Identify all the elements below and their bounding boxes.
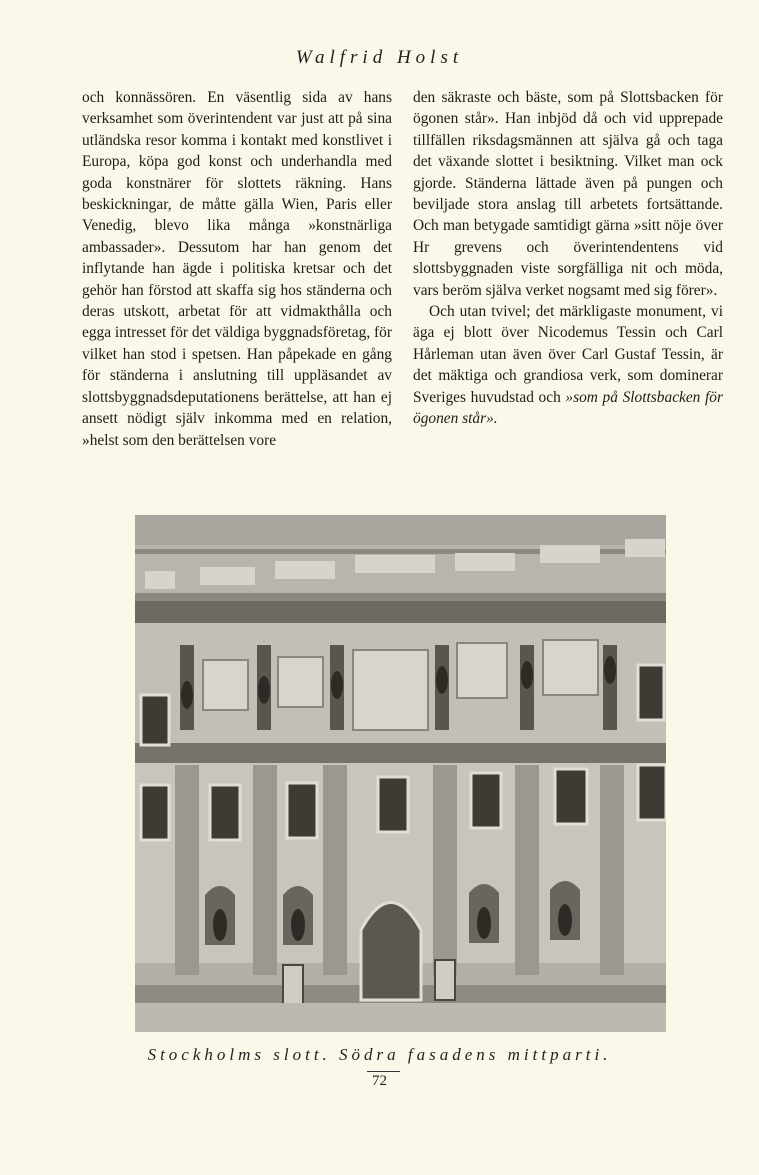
photo-caption: Stockholms slott. Södra fasadens mittparti. [147,1045,612,1064]
right-paragraph-1: den säkraste och bäste, som på Slottsbacken för ögonen står». Han inbjöd då och vid upprepade tillfällen riksdagsmännen att själva gå och taga det växande slottet i besiktning. Vilket man ock gjorde. Ständerna lättade även på pungen och beviljade stora anslag till arbetets fortsättande. Och man betygade samtidigt gärna »sitt nöje över Hr grevens och överintendentens vid slottsbyggnaden viste sorgfälliga nit och möda, vars beröm själva verket nogsamt med sig förer». [413,89,723,299]
right-paragraph-2 [413,301,723,429]
palace-photograph [135,515,666,1032]
palace-facade-image [135,515,666,1032]
left-column [82,87,392,451]
running-head: Walfrid Holst [295,47,464,68]
left-paragraph: och konnässören. En väsentlig sida av hans verksamhet som överintendent var just att på sina utländska resor komma i kontakt med konstlivet i Europa, köpa god konst och underhandla med goda konstnärer för slottets räkning. Hans beskickningar, de måtte gälla Wien, Paris eller Venedig, blevo lika många »konstnärliga ambassader». Dessutom har han genom det inflytande han ägde i politiska kretsar och det gehör han förstod att skaffa sig hos ständerna och deras utskott, arbetat för att vidmakthålla och egga intresset för det väldiga byggnadsföretag, för vilket han stod i spetsen. Han påpekade en gång för ständerna i anslutning till uppläsandet av slottsbyggnadsdeputationens berättelse, att han ej ansett nödigt själv inkomma med en relation, »helst som den berättelsen vore [82,89,392,449]
folio-rule [367,1071,400,1072]
right-paragraph-2-quote: »som på Slottsbacken för ögonen står». [413,388,723,428]
page-number: 72 [372,1073,387,1089]
right-paragraph-2-text: Och utan tvivel; det märkligaste monument, vi äga ej blott över Nicodemus Tessin och Carl Hårleman utan även över Carl Gustaf Tessin, är det mäktiga och grandiosa verk, som dominerar Sveriges huvudstad och [413,303,723,406]
right-column [413,87,723,430]
